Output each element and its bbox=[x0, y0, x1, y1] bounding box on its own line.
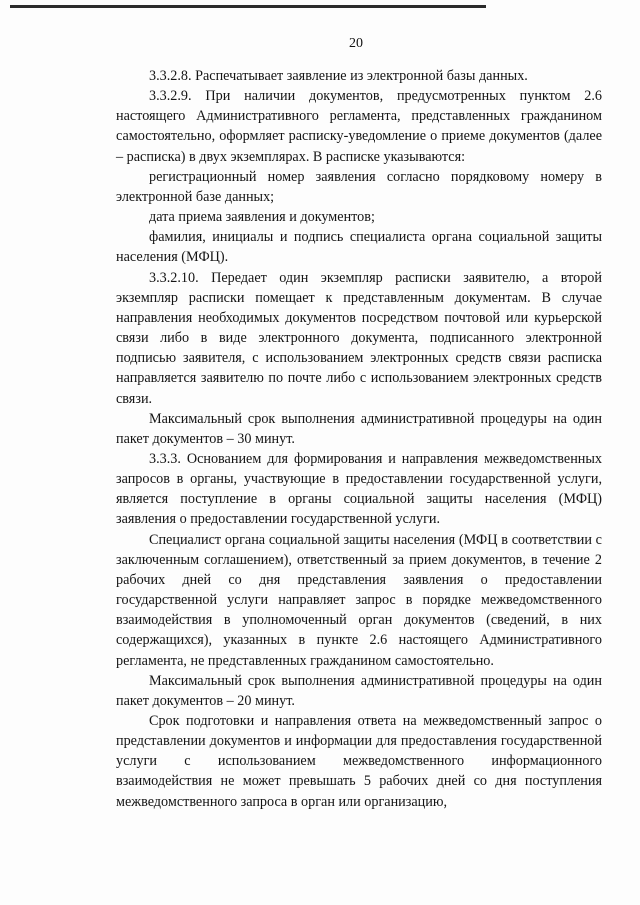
max-time-30-minutes: Максимальный срок выполнения административной процедуры на один пакет документов – 30 минут. bbox=[116, 410, 602, 447]
paragraph-3-3-2-8: 3.3.2.8. Распечатывает заявление из электронной базы данных. bbox=[149, 68, 528, 84]
top-rule bbox=[10, 5, 486, 8]
receipt-item-specialist: фамилия, инициалы и подпись специалиста органа социальной защиты населения (МФЦ). bbox=[116, 229, 602, 266]
paragraph-3-3-2-10: 3.3.2.10. Передает один экземпляр расписки заявителю, а второй экземпляр расписки помещает к представленным документам. В случае направления необходимых документов посредством почтовой или курьерской связи либо в виде электронного документа, подписанного электронной подписью заявителя, с использованием электронных средств связи расписка направляется заявителю по почте либо с использованием электронных средств связи. bbox=[116, 269, 602, 407]
max-time-20-minutes: Максимальный срок выполнения административной процедуры на один пакет документов – 20 минут. bbox=[116, 672, 602, 709]
specialist-request-paragraph: Специалист органа социальной защиты населения (МФЦ в соответствии с заключенным соглашением), ответственный за прием документов, в течение 2 рабочих дней со дня представления заявления о предоставлении государственной услуги направляет запрос в порядке межведомственного взаимодействия в уполномоченный орган документов (сведений, в них содержащихся), указанных в пункте 2.6 настоящего Административного регламента, не представленных гражданином самостоятельно. bbox=[116, 531, 602, 669]
receipt-item-registration-number: регистрационный номер заявления согласно порядковому номеру в электронной базе данных; bbox=[116, 168, 602, 205]
paragraph-3-3-3: 3.3.3. Основанием для формирования и направления межведомственных запросов в органы, участвующие в предоставлении государственной услуги, является поступление в органы социальной защиты населения (МФЦ) заявления о предоставлении государственной услуги. bbox=[116, 450, 602, 528]
paragraph-3-3-2-9: 3.3.2.9. При наличии документов, предусмотренных пунктом 2.6 настоящего Административного регламента, представленных гражданином самостоятельно, оформляет расписку-уведомление о приеме документов (далее – расписка) в двух экземплярах. В расписке указываются: bbox=[116, 88, 602, 165]
body-text bbox=[116, 66, 602, 812]
receipt-item-date: дата приема заявления и документов; bbox=[149, 209, 375, 226]
page-number: 20 bbox=[349, 36, 363, 51]
response-deadline-paragraph: Срок подготовки и направления ответа на межведомственный запрос о представлении документов и информации для предоставления государственной услуги с использованием межведомственного информационного взаимодействия не может превышать 5 рабочих дней со дня поступления межведомственного запроса в орган или организацию, bbox=[116, 713, 602, 810]
